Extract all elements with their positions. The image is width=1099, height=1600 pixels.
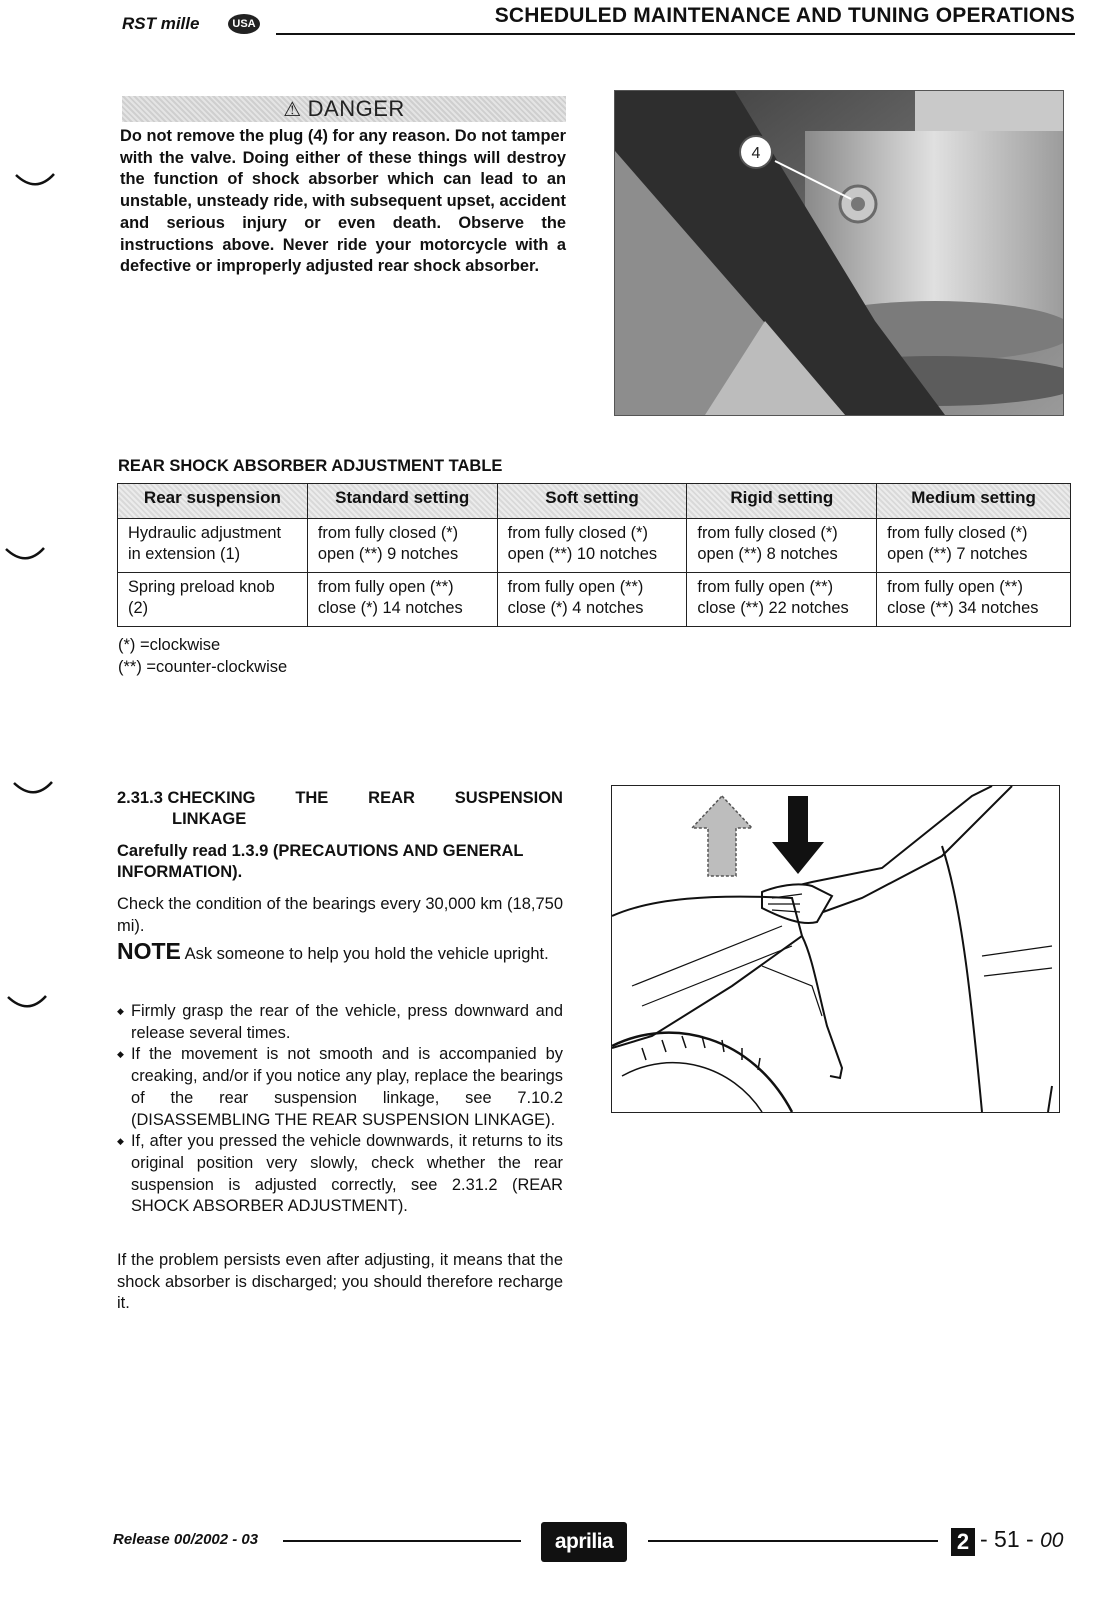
section-title: 2.31.3 CHECKING THE REAR SUSPENSION LINKAGE bbox=[117, 789, 563, 828]
header-rule bbox=[276, 33, 1075, 35]
note-text: Ask someone to help you hold the vehicle upright. bbox=[184, 945, 549, 963]
table-row bbox=[118, 519, 1071, 573]
shock-absorber-photo bbox=[614, 90, 1064, 416]
aprilia-logo: aprilia bbox=[541, 1522, 627, 1562]
list-item: ◆ If the movement is not smooth and is accompanied by creaking, and/or if you notice any play, replace the bearings of the rear suspension linkage, see 7.10.2 (DISASSEMBLING THE REAR SUSPENSION LINKAGE). bbox=[117, 1044, 563, 1131]
danger-title: ⚠ DANGER bbox=[283, 96, 405, 121]
binding-mark bbox=[4, 546, 46, 564]
footer-rule bbox=[648, 1540, 938, 1542]
table-cell: from fully closed (*) open (**) 8 notches bbox=[687, 519, 877, 573]
region-badge: USA bbox=[228, 14, 260, 34]
table-cell: from fully open (**) close (*) 4 notches bbox=[497, 573, 687, 627]
instruction-list bbox=[117, 1001, 563, 1218]
footer-rule bbox=[283, 1540, 521, 1542]
table-header-row bbox=[118, 484, 1071, 519]
table-cell: from fully open (**) close (**) 34 notches bbox=[877, 573, 1071, 627]
table-cell: from fully closed (*) open (**) 9 notches bbox=[307, 519, 497, 573]
rear-suspension-check-illustration bbox=[611, 785, 1060, 1113]
note-label: NOTE bbox=[117, 938, 181, 964]
page-number: - 51 - 00 bbox=[980, 1526, 1064, 1552]
footnote-counter-clockwise: (**) =counter-clockwise bbox=[118, 658, 288, 676]
table-header: Standard setting bbox=[307, 484, 497, 519]
chapter-number: 2 bbox=[951, 1528, 975, 1556]
binding-mark bbox=[12, 780, 54, 798]
list-item: ◆ Firmly grasp the rear of the vehicle, press downward and release several times. bbox=[117, 1001, 563, 1044]
table-header: Medium setting bbox=[877, 484, 1071, 519]
table-cell: Hydraulic adjustment in extension (1) bbox=[118, 519, 308, 573]
closing-text: If the problem persists even after adjusting, it means that the shock absorber is discharged; you should therefore recharge it. bbox=[117, 1251, 563, 1312]
table-cell: from fully open (**) close (**) 22 notches bbox=[687, 573, 877, 627]
page-section-title: SCHEDULED MAINTENANCE AND TUNING OPERATIONS bbox=[494, 4, 1075, 27]
table-caption: REAR SHOCK ABSORBER ADJUSTMENT TABLE bbox=[118, 457, 503, 475]
list-item: ◆ If, after you pressed the vehicle downwards, it returns to its original position very slowly, check whether the rear suspension is adjusted correctly, see 2.31.2 (REAR SHOCK ABSORBER ADJUSTMENT). bbox=[117, 1131, 563, 1218]
table-header: Rigid setting bbox=[687, 484, 877, 519]
table-row bbox=[118, 573, 1071, 627]
warning-triangle-icon: ⚠ bbox=[283, 99, 302, 121]
model-name: RST mille bbox=[122, 14, 200, 33]
table-header: Rear suspension bbox=[118, 484, 308, 519]
binding-mark bbox=[6, 994, 48, 1012]
table-header: Soft setting bbox=[497, 484, 687, 519]
binding-mark bbox=[14, 172, 56, 190]
table-cell: from fully open (**) close (*) 14 notches bbox=[307, 573, 497, 627]
callout-4: 4 bbox=[751, 145, 761, 162]
adjustment-table bbox=[117, 483, 1071, 627]
note-block bbox=[117, 938, 563, 966]
danger-text: Do not remove the plug (4) for any reason. Do not tamper with the valve. Doing either of these things will destroy the function of shock absorber which can lead to an unstable, unsteady ride, with subsequent upset, accident and serious injury or even death. Observe the instructions above. Never ride your motorcycle with a defective or improperly adjusted rear shock absorber. bbox=[120, 127, 566, 276]
release-info: Release 00/2002 - 03 bbox=[113, 1531, 259, 1548]
footnote-clockwise: (*) =clockwise bbox=[118, 636, 221, 654]
table-cell: from fully closed (*) open (**) 7 notches bbox=[877, 519, 1071, 573]
read-precautions-note: Carefully read 1.3.9 (PRECAUTIONS AND GENERAL INFORMATION). bbox=[117, 842, 524, 881]
table-cell: from fully closed (*) open (**) 10 notches bbox=[497, 519, 687, 573]
table-cell: Spring preload knob (2) bbox=[118, 573, 308, 627]
bearing-check-text: Check the condition of the bearings every 30,000 km (18,750 mi). bbox=[117, 895, 563, 935]
